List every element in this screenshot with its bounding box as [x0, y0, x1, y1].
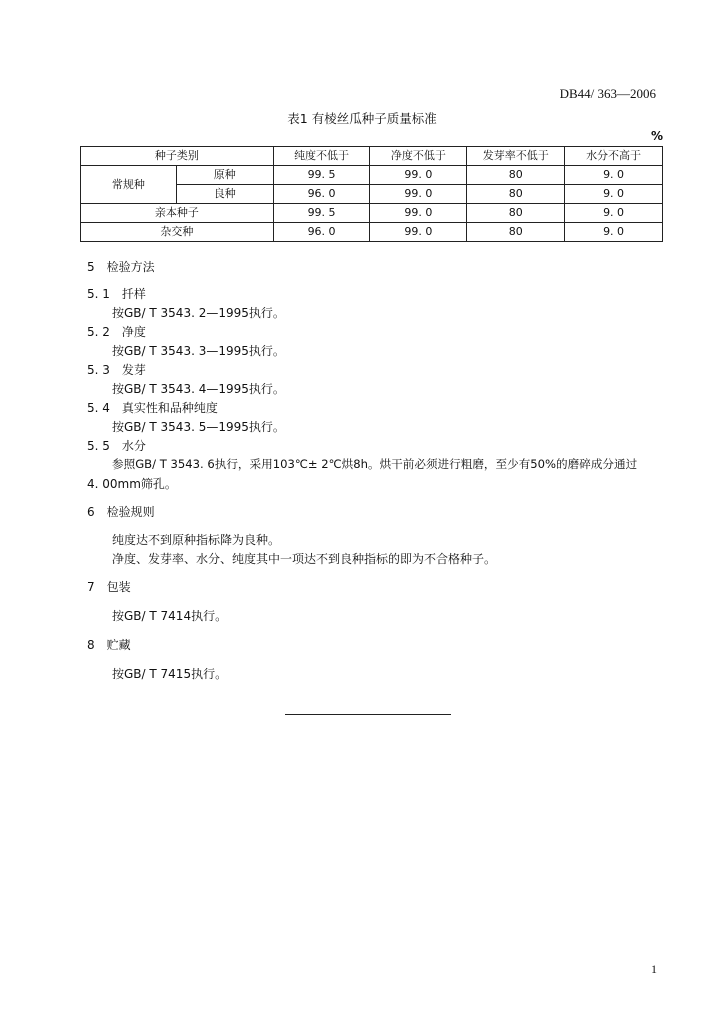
cell-moisture: 9. 0	[565, 223, 663, 242]
cell-moisture: 9. 0	[565, 204, 663, 223]
header-germination: 发芽率不低于	[467, 147, 565, 166]
cell-purity: 96. 0	[273, 185, 370, 204]
cell-clarity: 99. 0	[370, 223, 467, 242]
group-label-conventional: 常规种	[81, 166, 177, 204]
section-5-2-text: 按GB/ T 3543. 3—1995执行。	[112, 344, 285, 358]
section-6-line-1: 纯度达不到原种指标降为良种。	[112, 533, 281, 547]
row-label: 良种	[176, 185, 273, 204]
section-8-text: 按GB/ T 7415执行。	[112, 667, 228, 681]
cell-clarity: 99. 0	[370, 185, 467, 204]
cell-clarity: 99. 0	[370, 204, 467, 223]
section-5-5-text-cont: 4. 00mm筛孔。	[87, 477, 177, 491]
section-5-4-text: 按GB/ T 3543. 5—1995执行。	[112, 420, 285, 434]
table-row	[81, 223, 663, 242]
cell-germination: 80	[467, 223, 565, 242]
document-number: DB44/ 363—2006	[559, 86, 656, 101]
page-number: 1	[651, 962, 657, 976]
section-6-line-2: 净度、发芽率、水分、纯度其中一项达不到良种指标的即为不合格种子。	[112, 552, 497, 566]
section-5-4-heading: 5. 4 真实性和品种纯度	[87, 401, 218, 415]
cell-germination: 80	[467, 166, 565, 185]
cell-moisture: 9. 0	[565, 166, 663, 185]
section-5-5-text: 参照GB/ T 3543. 6执行，采用103℃± 2℃烘8h。烘干前必须进行粗磨，至少有50%的磨碎成分通过	[112, 457, 638, 471]
section-7-title: 7 包装	[87, 580, 131, 594]
cell-moisture: 9. 0	[565, 185, 663, 204]
cell-purity: 96. 0	[273, 223, 370, 242]
table-row	[81, 166, 663, 185]
table-row	[81, 204, 663, 223]
section-7-text: 按GB/ T 7414执行。	[112, 609, 228, 623]
cell-purity: 99. 5	[273, 166, 370, 185]
section-5-5-heading: 5. 5 水分	[87, 439, 146, 453]
table-title: 表1 有棱丝瓜种子质量标准	[287, 111, 437, 126]
cell-germination: 80	[467, 204, 565, 223]
header-seed-category: 种子类别	[81, 147, 274, 166]
cell-purity: 99. 5	[273, 204, 370, 223]
section-5-3-heading: 5. 3 发芽	[87, 363, 146, 377]
row-label: 杂交种	[81, 223, 274, 242]
table-header-row	[81, 147, 663, 166]
section-5-1-text: 按GB/ T 3543. 2—1995执行。	[112, 306, 285, 320]
section-5-title: 5 检验方法	[87, 260, 155, 274]
section-6-title: 6 检验规则	[87, 505, 155, 519]
header-purity: 纯度不低于	[273, 147, 370, 166]
table-unit: %	[651, 129, 664, 143]
section-5-1-heading: 5. 1 扦样	[87, 287, 146, 301]
seed-quality-table	[80, 146, 663, 242]
cell-germination: 80	[467, 185, 565, 204]
row-label: 亲本种子	[81, 204, 274, 223]
row-label: 原种	[176, 166, 273, 185]
end-divider	[285, 714, 451, 715]
section-5-3-text: 按GB/ T 3543. 4—1995执行。	[112, 382, 285, 396]
section-8-title: 8 贮藏	[87, 638, 131, 652]
cell-clarity: 99. 0	[370, 166, 467, 185]
header-clarity: 净度不低于	[370, 147, 467, 166]
header-moisture: 水分不高于	[565, 147, 663, 166]
section-5-2-heading: 5. 2 净度	[87, 325, 146, 339]
